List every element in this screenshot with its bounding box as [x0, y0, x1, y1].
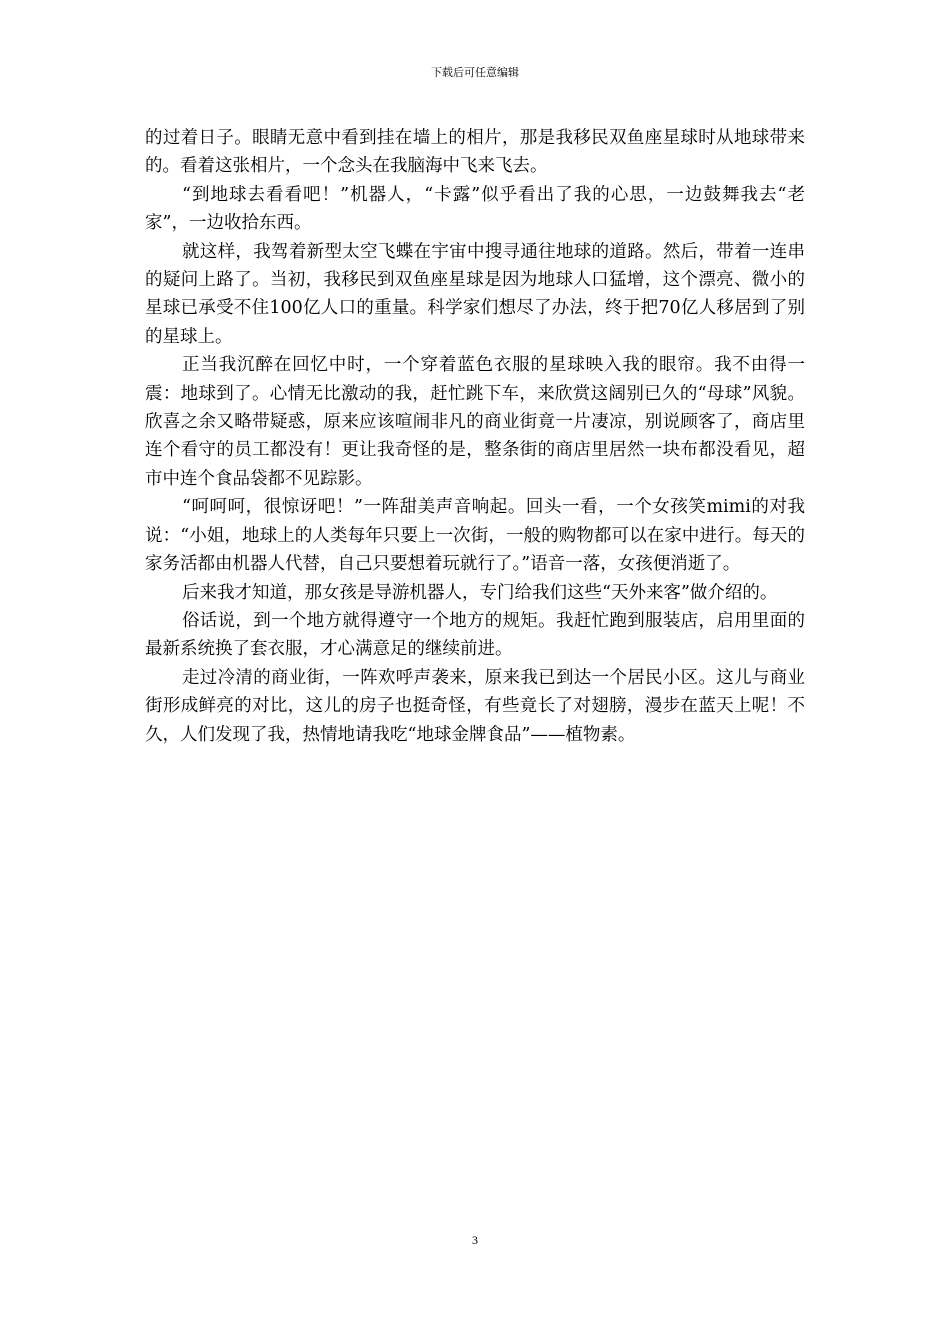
document-body — [145, 124, 805, 749]
paragraph-6: 后来我才知道，那女孩是导游机器人，专门给我们这些“天外来客”做介绍的。 — [182, 582, 778, 603]
page-header: 下载后可任意编辑 — [431, 66, 519, 79]
paragraph-8: 走过冷清的商业街，一阵欢呼声袭来，原来我已到达一个居民小区。这儿与商业街形成鲜亮的对比，这儿的房子也挺奇怪，有些竟长了对翅膀，漫步在蓝天上呢！不久，人们发现了我，热情地请我吃“地球金牌食品”——植物素。 — [145, 667, 805, 745]
paragraph-5: “呵呵呵，很惊讶吧！”一阵甜美声音响起。回头一看，一个女孩笑mimi的对我说：“小姐，地球上的人类每年只要上一次街，一般的购物都可以在家中进行。每天的家务活都由机器人代替，自己只要想着玩就行了。”语音一落，女孩便消逝了。 — [145, 497, 805, 575]
paragraph-3: 就这样，我驾着新型太空飞蝶在宇宙中搜寻通往地球的道路。然后，带着一连串的疑问上路了。当初，我移民到双鱼座星球是因为地球人口猛增，这个漂亮、微小的星球已承受不住100亿人口的重量。科学家们想尽了办法，终于把70亿人移居到了别的星球上。 — [145, 241, 805, 347]
page-number: 3 — [472, 1233, 478, 1247]
paragraph-2: “到地球去看看吧！”机器人，“卡露”似乎看出了我的心思，一边鼓舞我去“老家”，一边收拾东西。 — [145, 184, 805, 234]
paragraph-7: 俗话说，到一个地方就得遵守一个地方的规矩。我赶忙跑到服装店，启用里面的最新系统换了套衣服，才心满意足的继续前进。 — [145, 610, 805, 660]
paragraph-4: 正当我沉醉在回忆中时，一个穿着蓝色衣服的星球映入我的眼帘。我不由得一震：地球到了。心情无比激动的我，赶忙跳下车，来欣赏这阔别已久的“母球”风貌。欣喜之余又略带疑惑，原来应该喧闹非凡的商业街竟一片凄凉，别说顾客了，商店里连个看守的员工都没有！更让我奇怪的是，整条街的商店里居然一块布都没看见，超市中连个食品袋都不见踪影。 — [145, 355, 805, 489]
paragraph-1: 的过着日子。眼睛无意中看到挂在墙上的相片，那是我移民双鱼座星球时从地球带来的。看着这张相片，一个念头在我脑海中飞来飞去。 — [145, 128, 805, 177]
